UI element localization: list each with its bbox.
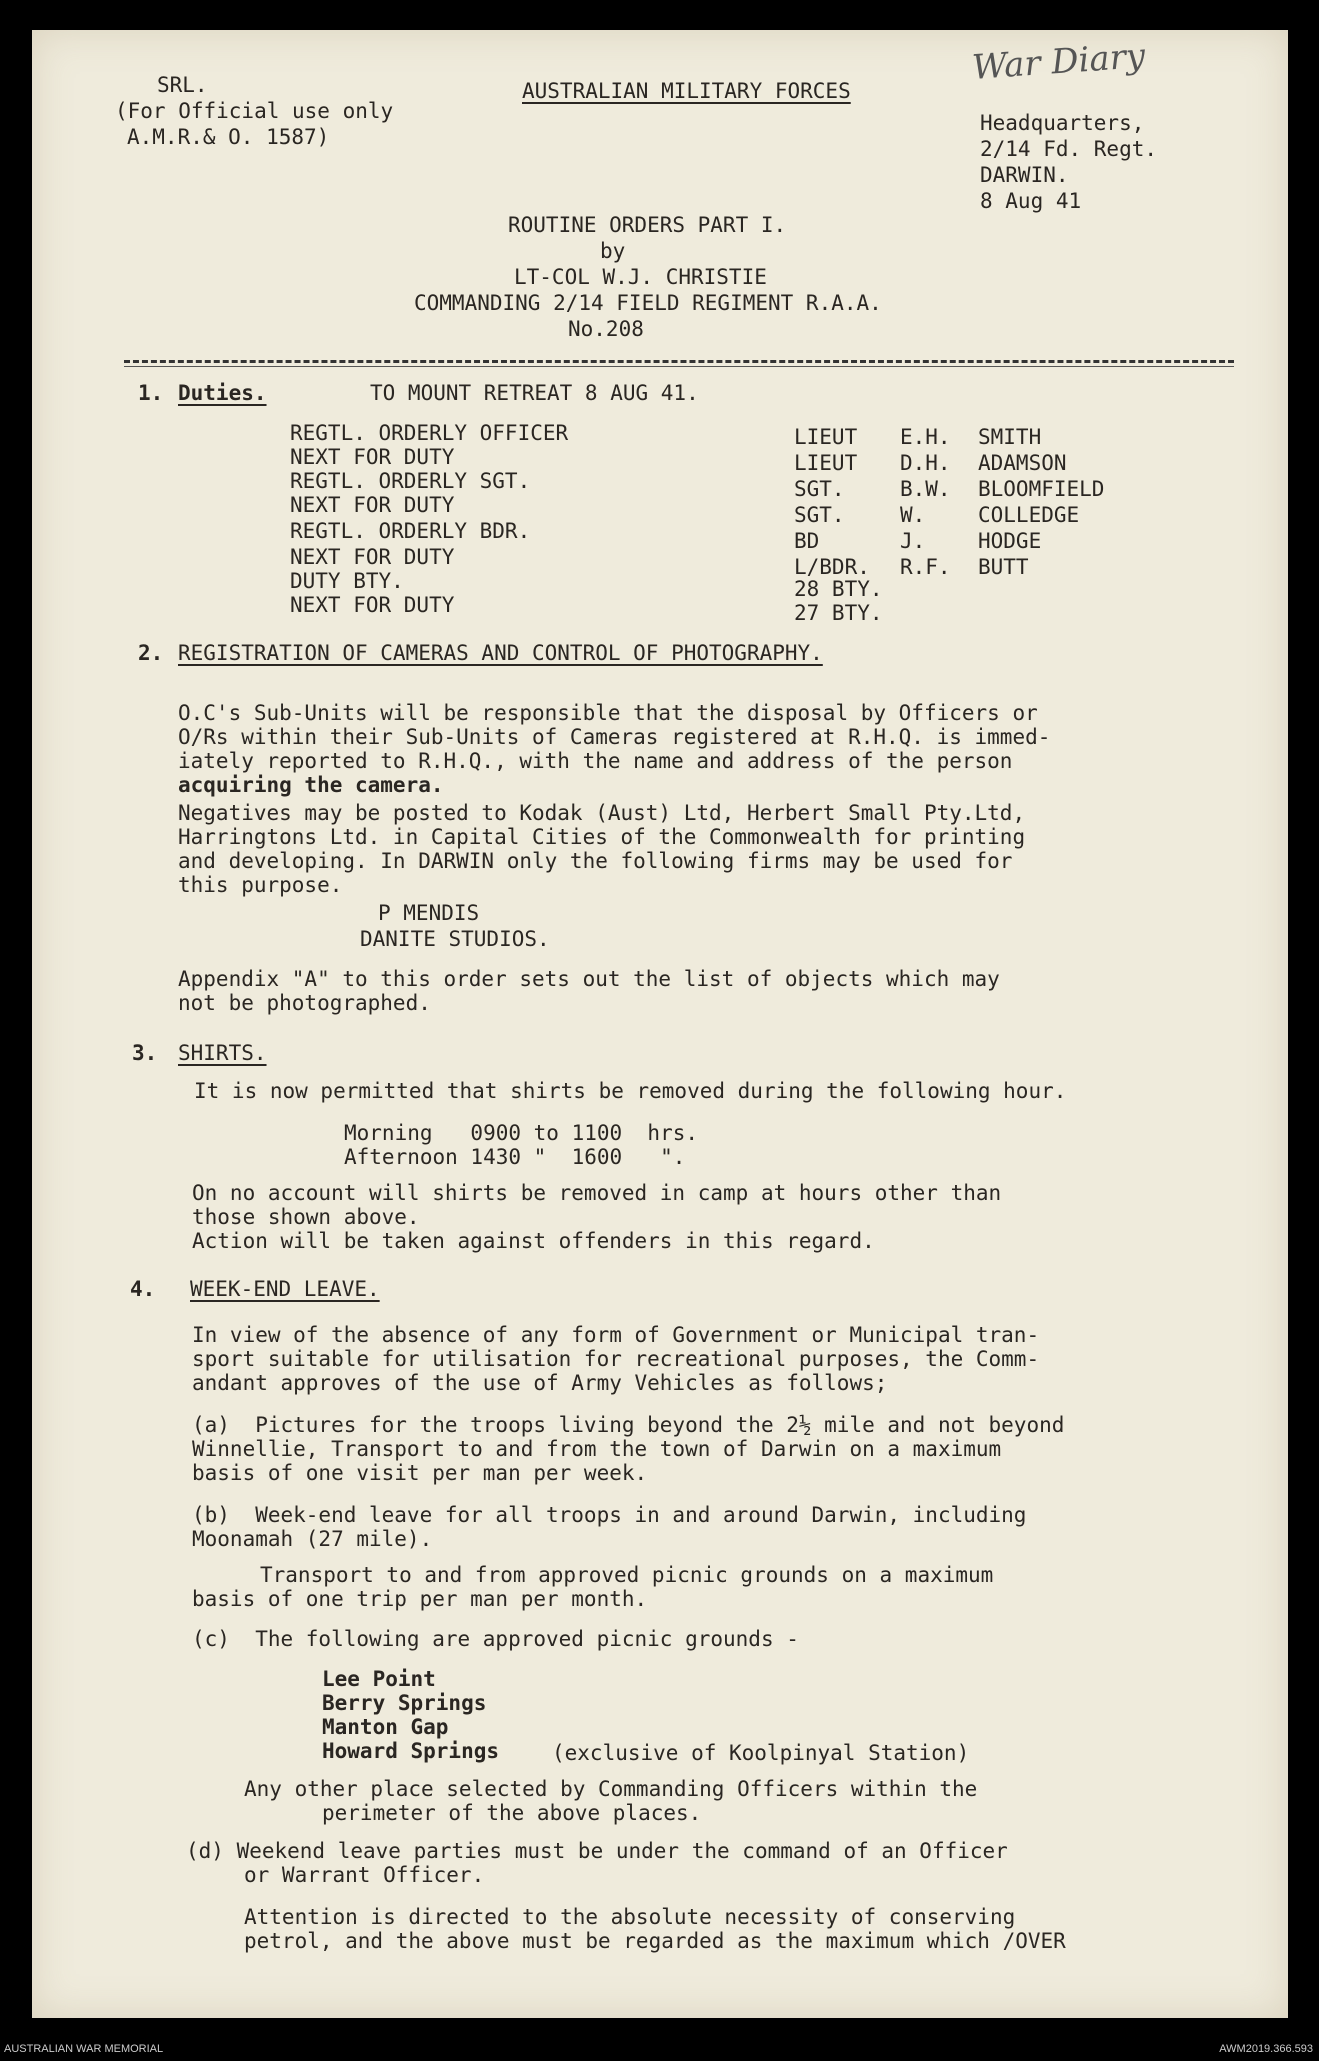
- duty-rank: L/BDR.: [794, 555, 870, 579]
- handwritten-annotation: War Diary: [970, 36, 1147, 88]
- duty-initials: R.F.: [900, 555, 951, 579]
- heading-line-2: by: [600, 239, 626, 263]
- section-4-item-b-transport-line: Transport to and from approved picnic grounds on a maximum: [260, 1563, 994, 1587]
- section-2-para-1-line: O/Rs within their Sub-Units of Cameras registered at R.H.Q. is immed-: [178, 725, 1051, 749]
- duty-role: NEXT FOR DUTY: [290, 493, 455, 517]
- duty-rank: SGT.: [794, 477, 845, 501]
- duty-role: NEXT FOR DUTY: [290, 593, 455, 617]
- duty-name: BUTT: [978, 555, 1029, 579]
- section-4-item-d-line: or Warrant Officer.: [244, 1863, 485, 1887]
- section-4-attention-line: Attention is directed to the absolute necessity of conserving: [244, 1905, 1016, 1929]
- section-1-subtitle: TO MOUNT RETREAT 8 AUG 41.: [370, 381, 699, 405]
- picnic-ground: Howard Springs: [322, 1739, 500, 1763]
- section-4-item-a-line: (a) Pictures for the troops living beyond the 2½ mile and not beyond: [192, 1413, 1065, 1437]
- duty-name: HODGE: [978, 529, 1042, 553]
- picnic-ground: Lee Point: [322, 1667, 436, 1691]
- duty-name: BLOOMFIELD: [978, 477, 1105, 501]
- duty-name: SMITH: [978, 425, 1042, 449]
- section-2-para-2-line: and developing. In DARWIN only the following firms may be used for: [178, 849, 1013, 873]
- section-4-item-a-line: basis of one visit per man per week.: [192, 1461, 648, 1485]
- document-title: AUSTRALIAN MILITARY FORCES: [522, 79, 851, 103]
- duty-name: ADAMSON: [978, 451, 1067, 475]
- header-divider-underline: [124, 366, 1234, 367]
- duty-role: REGTL. ORDERLY OFFICER: [290, 421, 569, 445]
- section-2-para-2-line: Harringtons Ltd. in Capital Cities of the Commonwealth for printing: [178, 825, 1026, 849]
- duty-initials: D.H.: [900, 451, 951, 475]
- section-4-title: WEEK-END LEAVE.: [190, 1277, 380, 1301]
- section-2-para-1-line: acquiring the camera.: [178, 773, 444, 797]
- hq-line-2: 2/14 Fd. Regt.: [980, 137, 1158, 161]
- section-4-item-a-line: Winnellie, Transport to and from the town of Darwin on a maximum: [192, 1437, 1002, 1461]
- section-3-para-1: It is now permitted that shirts be removed during the following hour.: [194, 1079, 1067, 1103]
- section-3-para-2-line: Action will be taken against offenders in this regard.: [192, 1229, 875, 1253]
- duty-initials: B.W.: [900, 477, 951, 501]
- section-4-para-1-line: In view of the absence of any form of Government or Municipal tran-: [192, 1323, 1040, 1347]
- section-4-item-b-line: (b) Week-end leave for all troops in and around Darwin, including: [192, 1503, 1027, 1527]
- duty-name: COLLEDGE: [978, 503, 1080, 527]
- section-2-para-1-line: O.C's Sub-Units will be responsible that the disposal by Officers or: [178, 701, 1038, 725]
- duty-role: REGTL. ORDERLY SGT.: [290, 469, 531, 493]
- shirts-afternoon-hours: Afternoon 1430 " 1600 ".: [344, 1145, 686, 1169]
- howard-springs-note: (exclusive of Koolpinyal Station): [552, 1741, 970, 1765]
- section-3-para-2-line: those shown above.: [192, 1205, 420, 1229]
- duty-role: DUTY BTY.: [290, 569, 404, 593]
- section-2-para-3-line: not be photographed.: [178, 991, 431, 1015]
- section-4-para-1-line: sport suitable for utilisation for recreational purposes, the Comm-: [192, 1347, 1040, 1371]
- duty-rank: LIEUT: [794, 425, 858, 449]
- section-2-para-3-line: Appendix "A" to this order sets out the list of objects which may: [178, 967, 1000, 991]
- section-3-title: SHIRTS.: [178, 1041, 267, 1065]
- duty-rank: LIEUT: [794, 451, 858, 475]
- heading-line-4: COMMANDING 2/14 FIELD REGIMENT R.A.A.: [414, 291, 882, 315]
- heading-line-1: ROUTINE ORDERS PART I.: [508, 213, 787, 237]
- footer-accession-number: AWM2019.366.593: [1219, 2043, 1313, 2055]
- duty-role: NEXT FOR DUTY: [290, 445, 455, 469]
- section-4-other-line: Any other place selected by Commanding Officers within the: [244, 1777, 978, 1801]
- section-4-item-d-line: (d) Weekend leave parties must be under the command of an Officer: [186, 1839, 1008, 1863]
- hq-date: 8 Aug 41: [980, 189, 1082, 213]
- section-2-para-1-line: iately reported to R.H.Q., with the name and address of the person: [178, 749, 1013, 773]
- duty-initials: J.: [900, 529, 926, 553]
- amr-reference: A.M.R.& O. 1587): [127, 125, 330, 149]
- duty-rank: 28 BTY.: [794, 577, 883, 601]
- picnic-ground: Berry Springs: [322, 1691, 487, 1715]
- section-3-number: 3.: [132, 1041, 158, 1065]
- heading-line-5: No.208: [568, 317, 644, 341]
- section-4-item-b-transport-line: basis of one trip per man per month.: [192, 1587, 648, 1611]
- section-3-para-2-line: On no account will shirts be removed in camp at hours other than: [192, 1181, 1002, 1205]
- duty-initials: E.H.: [900, 425, 951, 449]
- section-1-number: 1.: [138, 381, 164, 405]
- footer-source: AUSTRALIAN WAR MEMORIAL: [4, 2043, 164, 2055]
- section-4-attention-line: petrol, and the above must be regarded as the maximum which /OVER: [244, 1929, 1066, 1953]
- section-4-other-line: perimeter of the above places.: [322, 1801, 702, 1825]
- firm-name: P MENDIS: [378, 901, 480, 925]
- section-4-item-c: (c) The following are approved picnic grounds -: [192, 1627, 799, 1651]
- header-divider: [124, 360, 1234, 363]
- section-4-para-1-line: andant approves of the use of Army Vehicles as follows;: [192, 1371, 888, 1395]
- firm-name: DANITE STUDIOS.: [360, 927, 550, 951]
- duty-initials: W.: [900, 503, 926, 527]
- duty-rank: 27 BTY.: [794, 601, 883, 625]
- section-2-title: REGISTRATION OF CAMERAS AND CONTROL OF PHOTOGRAPHY.: [178, 641, 823, 665]
- section-2-para-2-line: Negatives may be posted to Kodak (Aust) Ltd, Herbert Small Pty.Ltd,: [178, 801, 1026, 825]
- section-2-para-2-line: this purpose.: [178, 873, 343, 897]
- hq-line-3: DARWIN.: [980, 163, 1069, 187]
- section-1-title: Duties.: [178, 381, 267, 405]
- duty-role: REGTL. ORDERLY BDR.: [290, 519, 531, 543]
- picnic-ground: Manton Gap: [322, 1715, 449, 1739]
- duty-role: NEXT FOR DUTY: [290, 545, 455, 569]
- official-use-label: (For Official use only: [115, 99, 394, 123]
- hq-line-1: Headquarters,: [980, 111, 1145, 135]
- section-2-number: 2.: [138, 641, 164, 665]
- shirts-morning-hours: Morning 0900 to 1100 hrs.: [344, 1121, 699, 1145]
- section-4-number: 4.: [130, 1277, 156, 1301]
- srl-label: SRL.: [157, 73, 208, 97]
- duty-rank: BD: [794, 529, 820, 553]
- section-4-item-b-line: Moonamah (27 mile).: [192, 1527, 433, 1551]
- duty-rank: SGT.: [794, 503, 845, 527]
- heading-line-3: LT-COL W.J. CHRISTIE: [514, 265, 767, 289]
- document-page: [32, 30, 1288, 2018]
